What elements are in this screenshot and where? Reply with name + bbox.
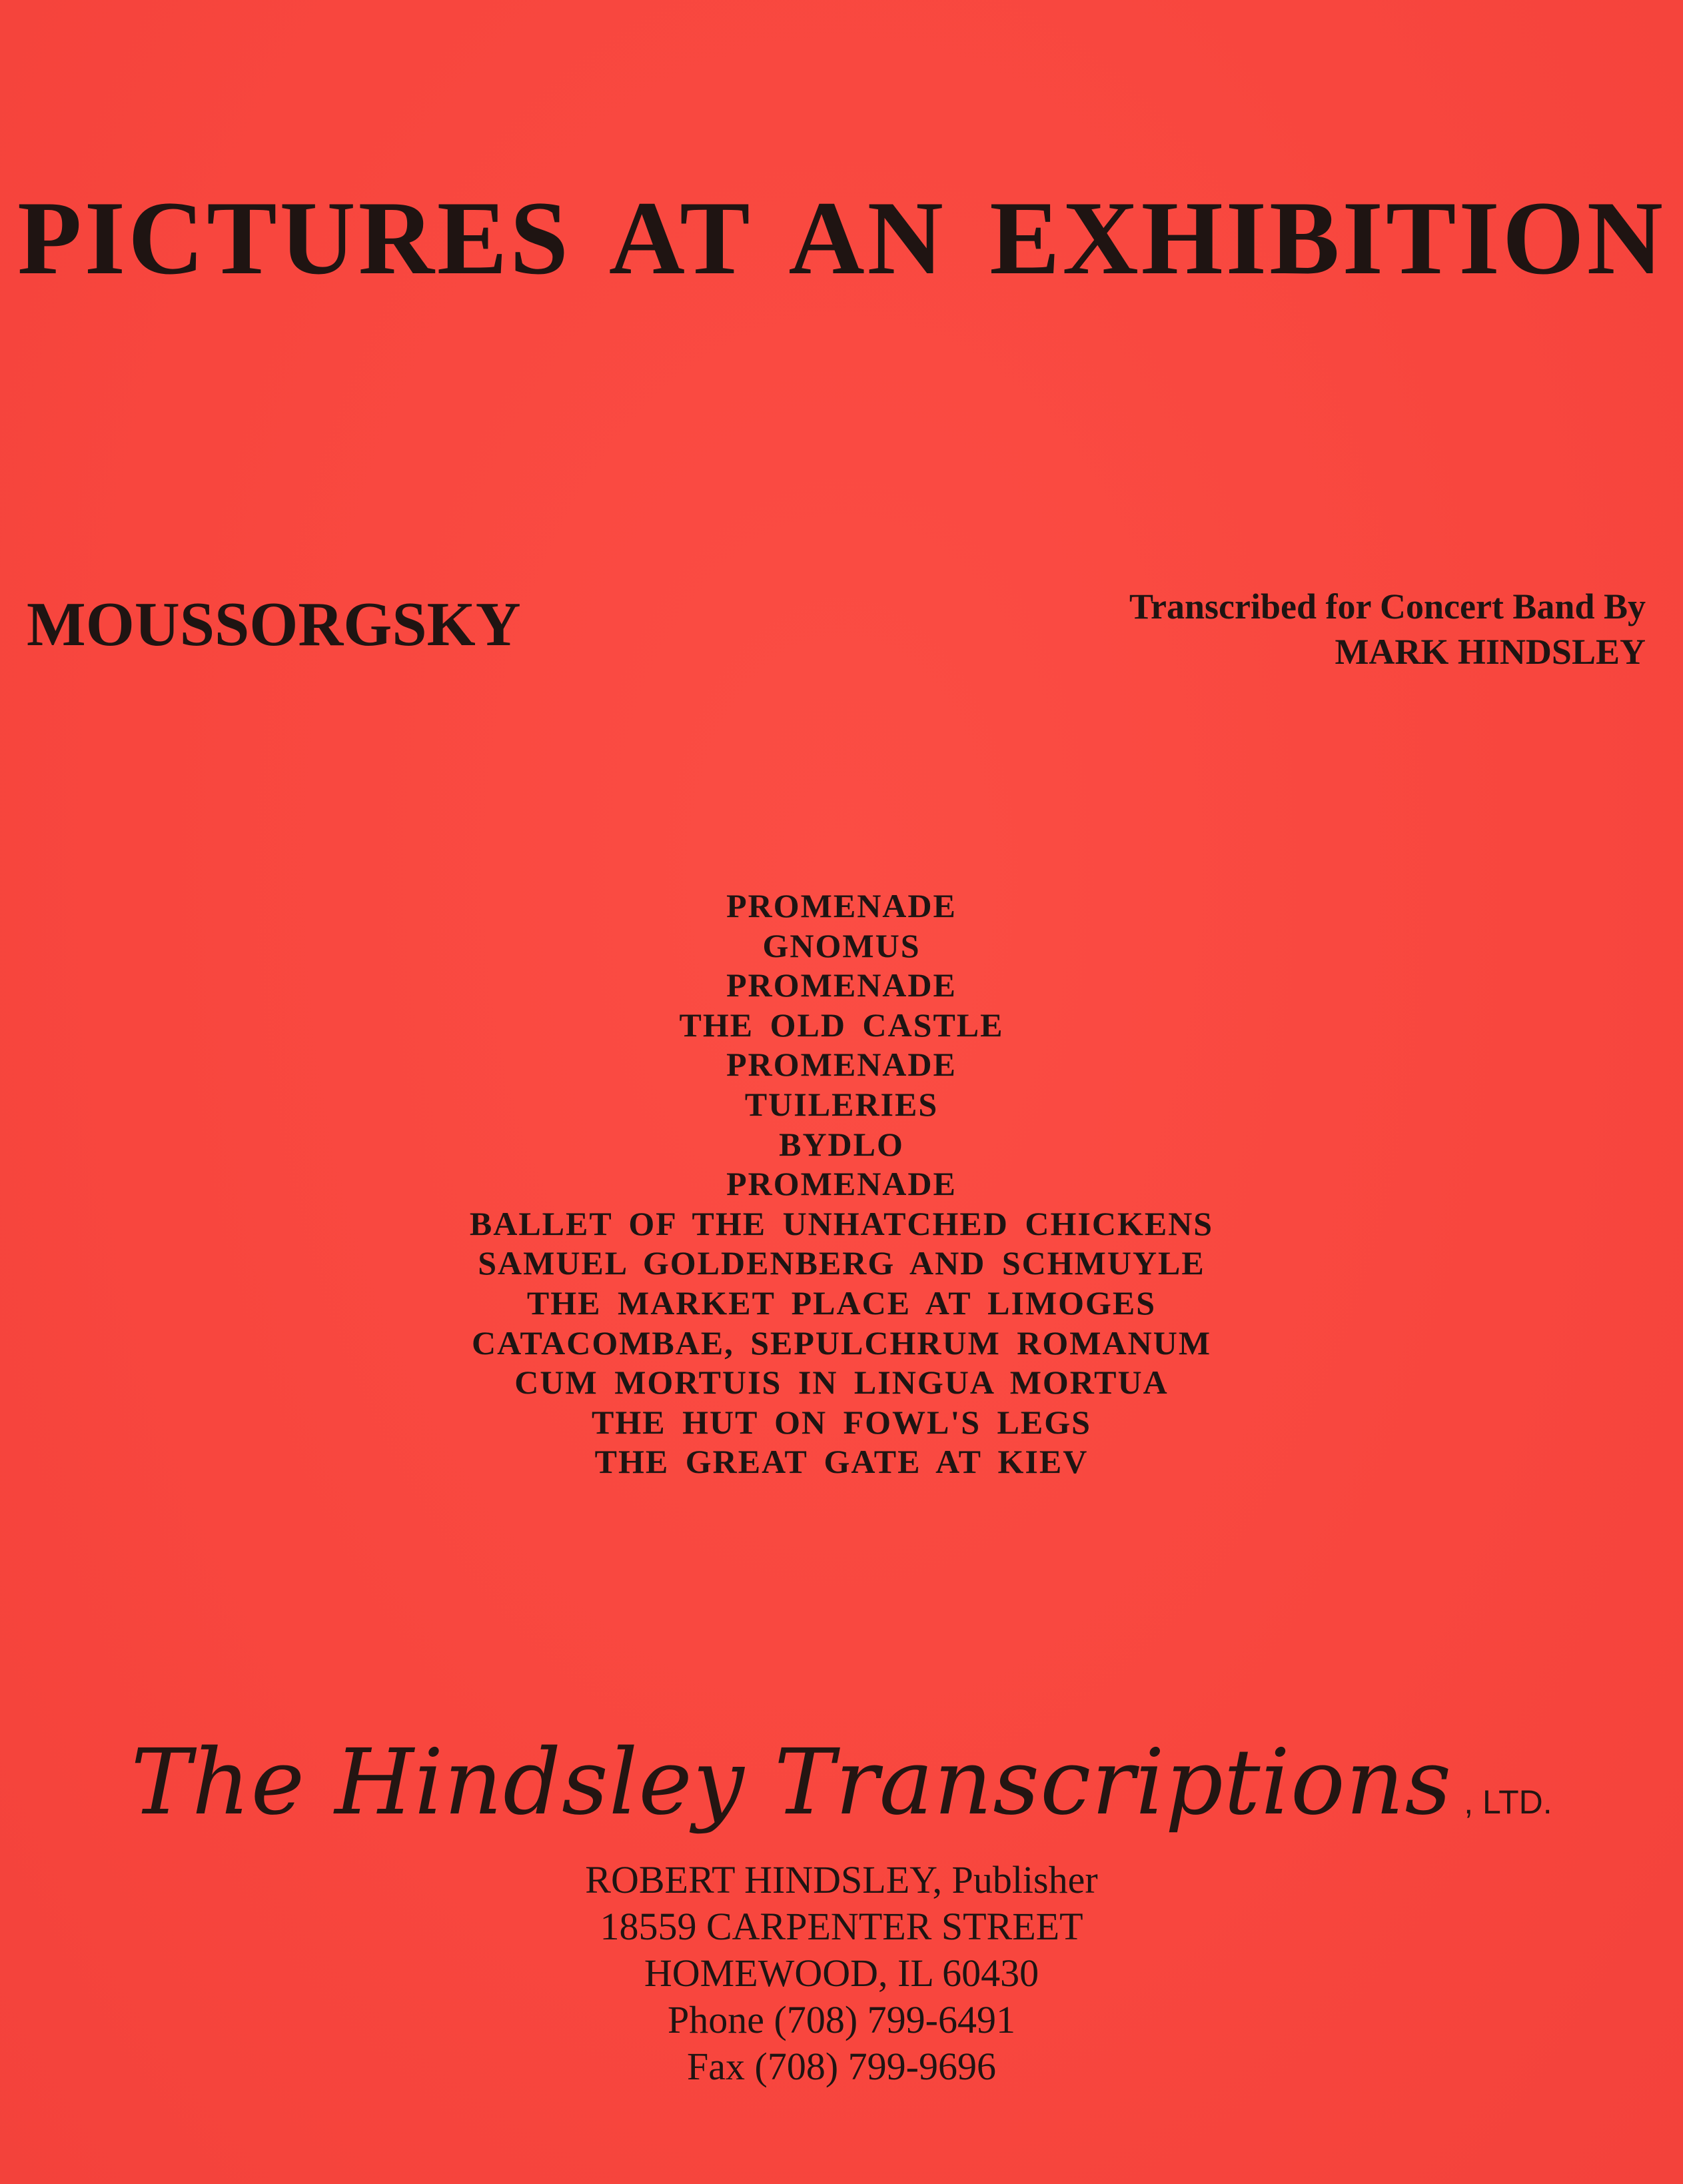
movement-item: THE OLD CASTLE [679,1006,1004,1044]
movement-item: BALLET OF THE UNHATCHED CHICKENS [469,1204,1214,1242]
publisher-contact [0,1857,1683,2090]
composer-name: MOUSSORGSKY [27,590,521,659]
publisher-phone: Phone (708) 799-6491 [668,1998,1015,2041]
movement-item: PROMENADE [726,887,957,924]
movement-item: THE GREAT GATE AT KIEV [594,1443,1089,1481]
movement-item: THE HUT ON FOWL'S LEGS [592,1403,1091,1441]
page-title: PICTURES AT AN EXHIBITION [17,180,1666,297]
transcription-credit [1129,584,1646,674]
movement-item: THE MARKET PLACE AT LIMOGES [526,1284,1157,1322]
movement-item: BYDLO [779,1125,904,1163]
publisher-logo-suffix: , LTD. [1464,1783,1552,1821]
transcription-credit-label: Transcribed for Concert Band By [1129,586,1646,626]
movement-item: CATACOMBAE, SEPULCHRUM ROMANUM [471,1324,1212,1362]
movement-item: PROMENADE [726,1165,957,1203]
publisher-fax: Fax (708) 799-9696 [687,2045,996,2088]
movement-item: CUM MORTUIS IN LINGUA MORTUA [514,1364,1169,1402]
movement-item: GNOMUS [762,926,921,964]
publisher-logo [0,1726,1683,1839]
publisher-city: HOMEWOOD, IL 60430 [644,1951,1039,1995]
publisher-street: 18559 CARPENTER STREET [600,1905,1083,1948]
movement-item: PROMENADE [726,1046,957,1084]
transcriber-name: MARK HINDSLEY [1335,632,1646,672]
publisher-logo-script: The Hindsley Transcriptions [131,1730,1452,1835]
movement-item: SAMUEL GOLDENBERG AND SCHMUYLE [478,1244,1205,1282]
publisher-name: ROBERT HINDSLEY, Publisher [585,1858,1098,1901]
movement-item: TUILERIES [744,1085,939,1123]
movement-item: PROMENADE [726,966,957,1004]
movement-list [0,886,1683,1482]
